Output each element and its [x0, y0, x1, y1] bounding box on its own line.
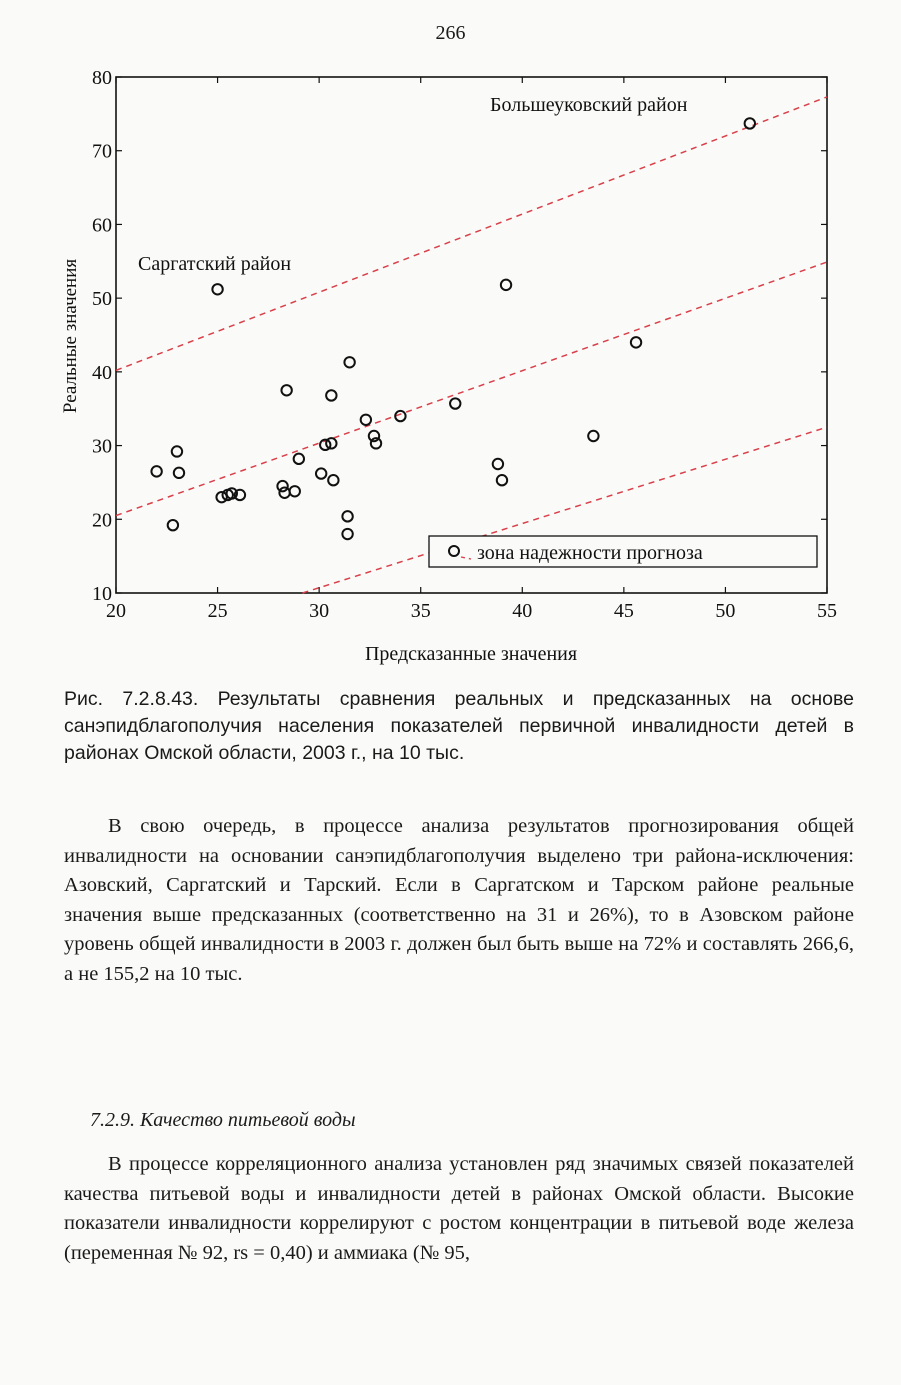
data-point-0: [151, 466, 161, 476]
y-tick-label-4: 50: [92, 288, 112, 311]
x-tick-label-3: 35: [410, 600, 431, 622]
data-point-27: [493, 459, 503, 469]
data-point-21: [344, 357, 354, 367]
data-point-17: [326, 390, 336, 400]
x-tick-label-7: 55: [817, 600, 837, 622]
x-tick-label-6: 50: [715, 600, 736, 622]
section-heading: 7.2.9. Качество питьевой воды: [90, 1109, 356, 1131]
scatter-chart: [40, 60, 840, 672]
data-point-20: [342, 529, 352, 539]
y-tick-label-1: 20: [92, 509, 112, 532]
annotation-sargatsky: Саргатский район: [138, 253, 292, 275]
x-tick-label-5: 45: [613, 600, 634, 622]
data-point-13: [294, 454, 304, 464]
body-paragraph-1: [64, 812, 854, 989]
data-point-29: [501, 280, 511, 290]
data-point-5: [216, 492, 226, 502]
reliability-band-line-0: [116, 97, 827, 370]
reliability-band-line-1: [116, 262, 827, 516]
x-tick-label-2: 30: [309, 600, 330, 622]
data-point-1: [172, 446, 182, 456]
reliability-band-line-2: [302, 427, 827, 593]
data-point-11: [281, 385, 291, 395]
page-number: 266: [435, 22, 466, 44]
legend: [429, 536, 817, 567]
y-tick-label-5: 60: [92, 214, 112, 237]
annotation-bolsheukovsky: Большеуковский район: [490, 94, 688, 116]
data-point-28: [497, 475, 507, 485]
data-point-22: [361, 415, 371, 425]
data-point-19: [342, 511, 352, 521]
paragraph-2-text: В процессе корреляционного анализа установлен ряд значимых связей показателей качества питьевой воды и инвалидности детей в районах Омской области. Высокие показатели инвалидности коррелируют с ростом концентрации в питьевой воде железа (переменная № 92, rs = 0,40) и аммиака (№ 95,: [64, 1153, 854, 1264]
body-paragraph-2: [64, 1150, 854, 1268]
data-point-16: [326, 438, 336, 448]
legend-label: зона надежности прогноза: [477, 542, 703, 564]
plot-frame: [116, 77, 827, 593]
data-point-2: [174, 468, 184, 478]
data-point-18: [328, 475, 338, 485]
y-axis-label: Реальные значения: [60, 258, 81, 414]
y-tick-label-2: 30: [92, 435, 112, 458]
paragraph-1-text: В свою очередь, в процессе анализа результатов прогнозирования общей инвалидности на основании санэпидблагополучия выделено три района-исключения: Азовский, Саргатский и Тарский. Если в Саргатском и Тарском районе реальные значения выше предсказанных (соответственно на 31 и 26%), то в Азовском районе уровень общей инвалидности в 2003 г. должен был быть выше на 72% и составлять 266,6, а не 155,2 на 10 тыс.: [64, 815, 854, 985]
data-point-26: [450, 398, 460, 408]
data-point-31: [631, 337, 641, 347]
x-tick-label-1: 25: [207, 600, 228, 622]
data-point-32: [745, 118, 755, 128]
data-point-9: [277, 481, 287, 491]
y-tick-label-6: 70: [92, 140, 112, 163]
x-axis-label: Предсказанные значения: [364, 643, 578, 665]
x-tick-label-0: 20: [106, 600, 126, 622]
data-point-12: [290, 486, 300, 496]
figure-caption: Рис. 7.2.8.43. Результаты сравнения реальных и предсказанных на основе санэпидблагополучия населения показателей первичной инвалидности детей в районах Омской области, 2003 г., на 10 тыс.: [64, 688, 854, 764]
y-tick-label-7: 80: [92, 67, 112, 89]
y-tick-label-3: 40: [92, 361, 112, 384]
x-tick-label-4: 40: [512, 600, 533, 622]
data-point-14: [316, 468, 326, 478]
data-point-30: [588, 431, 598, 441]
data-point-3: [168, 520, 178, 530]
data-point-4: [212, 284, 222, 294]
data-point-10: [279, 488, 289, 498]
y-tick-label-0: 10: [92, 583, 112, 605]
